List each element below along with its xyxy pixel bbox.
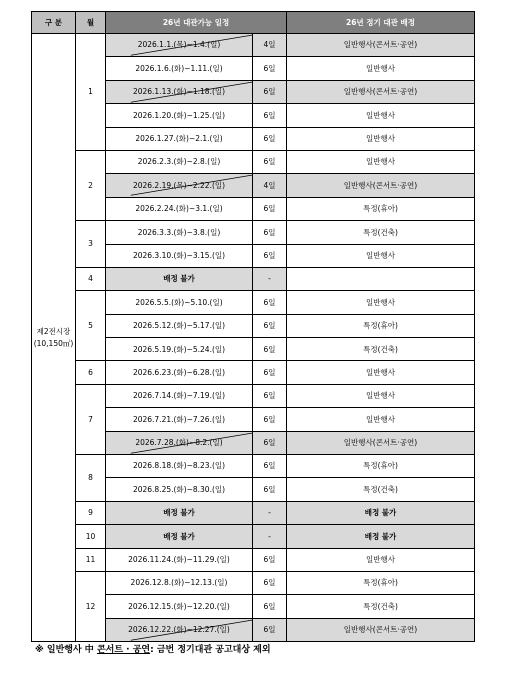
days-cell: 6일 (253, 104, 287, 127)
period-text: 배정 불가 (163, 274, 195, 284)
strike-line (106, 81, 252, 103)
venue-cell (32, 34, 76, 642)
period-text: 2026.7.28.(화)~8.2.(일) (135, 438, 223, 448)
footnote (35, 642, 271, 655)
table-row (32, 34, 475, 57)
period-text: 2026.5.12.(화)~5.17.(일) (132, 321, 226, 331)
month-cell: 11 (76, 548, 106, 571)
period-text: 2026.8.18.(화)~8.23.(일) (132, 461, 226, 471)
period-cell (106, 314, 253, 337)
days-cell: 6일 (253, 571, 287, 594)
assignment-cell: 특정(휴아) (287, 455, 475, 478)
period-cell (106, 548, 253, 571)
period-cell (106, 338, 253, 361)
assignment-cell: 일반행사(콘서트·공연) (287, 618, 475, 641)
period-cell (106, 197, 253, 220)
table-row (32, 150, 475, 173)
table-body (32, 34, 475, 642)
header-category: 구 분 (32, 12, 76, 34)
period-cell (106, 104, 253, 127)
assignment-cell: 특정(건축) (287, 338, 475, 361)
period-cell (106, 174, 253, 197)
days-cell: 6일 (253, 455, 287, 478)
period-text: 2026.12.22.(화)~12.27.(일) (128, 625, 230, 635)
month-cell: 10 (76, 525, 106, 548)
assignment-cell: 일반행사 (287, 408, 475, 431)
month-cell: 5 (76, 291, 106, 361)
venue-area: (10,150㎡) (33, 338, 74, 348)
footnote-emphasis: 콘서트 · 공연 (96, 645, 151, 655)
month-cell: 4 (76, 267, 106, 290)
period-cell (106, 478, 253, 501)
period-cell (106, 571, 253, 594)
assignment-cell: 배정 불가 (287, 501, 475, 524)
assignment-cell: 일반행사 (287, 361, 475, 384)
days-cell: 6일 (253, 408, 287, 431)
table-row (32, 361, 475, 384)
month-cell: 2 (76, 150, 106, 220)
venue-name: 제2전시장 (36, 327, 71, 337)
days-cell: 6일 (253, 244, 287, 267)
days-cell: 6일 (253, 548, 287, 571)
unavailable-period-cell (106, 267, 253, 290)
table-row (32, 267, 475, 290)
period-text: 2026.1.1.(목)~1.4.(일) (137, 40, 221, 50)
period-cell (106, 361, 253, 384)
days-cell: 6일 (253, 127, 287, 150)
month-cell: 8 (76, 455, 106, 502)
days-cell: 6일 (253, 221, 287, 244)
footnote-suffix: : 금번 정기대관 공고대상 제외 (150, 645, 271, 655)
assignment-cell: 특정(휴아) (287, 314, 475, 337)
strike-line (106, 432, 252, 454)
month-cell: 7 (76, 384, 106, 454)
assignment-cell: 배정 불가 (287, 525, 475, 548)
header-month: 월 (76, 12, 106, 34)
period-cell (106, 455, 253, 478)
month-cell: 3 (76, 221, 106, 268)
period-cell (106, 408, 253, 431)
assignment-cell: 일반행사 (287, 57, 475, 80)
assignment-cell: 특정(휴아) (287, 197, 475, 220)
period-text: 2026.8.25.(화)~8.30.(일) (132, 484, 226, 494)
table-row (32, 525, 475, 548)
period-cell (106, 431, 253, 454)
days-cell: - (253, 267, 287, 290)
period-text: 2026.12.8.(화)~12.13.(일) (130, 578, 228, 588)
period-cell (106, 57, 253, 80)
assignment-cell: 특정(건축) (287, 478, 475, 501)
footnote-prefix: 일반행사 中 (46, 645, 94, 655)
period-text: 2026.1.27.(화)~2.1.(일) (135, 134, 223, 143)
days-cell: 6일 (253, 431, 287, 454)
table-row (32, 571, 475, 594)
period-cell (106, 618, 253, 641)
assignment-cell: 일반행사 (287, 384, 475, 407)
period-cell (106, 150, 253, 173)
days-cell: 6일 (253, 618, 287, 641)
period-cell (106, 127, 253, 150)
days-cell: 6일 (253, 361, 287, 384)
assignment-cell: 일반행사(콘서트·공연) (287, 431, 475, 454)
period-text: 2026.7.14.(화)~7.19.(일) (132, 391, 226, 401)
assignment-cell (287, 267, 475, 290)
period-text: 2026.6.23.(화)~6.28.(일) (132, 367, 226, 377)
period-text: 2026.12.15.(화)~12.20.(일) (128, 601, 230, 611)
header-available-schedule: 26년 대관가능 일정 (106, 12, 287, 34)
assignment-cell: 일반행사(콘서트·공연) (287, 174, 475, 197)
period-text: 2026.2.24.(화)~3.1.(일) (135, 204, 223, 214)
days-cell: 4일 (253, 34, 287, 57)
days-cell: 6일 (253, 291, 287, 314)
days-cell: 4일 (253, 174, 287, 197)
unavailable-period-cell (106, 501, 253, 524)
assignment-cell: 일반행사 (287, 244, 475, 267)
period-text: 2026.5.5.(화)~5.10.(일) (135, 297, 223, 307)
period-text: 2026.1.20.(화)~1.25.(일) (132, 110, 226, 120)
assignment-cell: 특정(건축) (287, 221, 475, 244)
days-cell: - (253, 501, 287, 524)
period-text: 2026.1.6.(화)~1.11.(일) (135, 63, 223, 73)
days-cell: 6일 (253, 80, 287, 103)
strike-line (106, 34, 252, 56)
assignment-cell: 일반행사(콘서트·공연) (287, 34, 475, 57)
period-text: 2026.1.13.(화)~1.18.(일) (132, 87, 226, 97)
period-text: 배정 불가 (163, 508, 195, 518)
period-text: 배정 불가 (163, 531, 195, 541)
month-cell: 9 (76, 501, 106, 524)
period-cell (106, 34, 253, 57)
period-text: 2026.2.19.(목)~2.22.(일) (132, 180, 226, 190)
period-cell (106, 291, 253, 314)
strike-line (106, 174, 252, 196)
table-header-row (32, 12, 475, 34)
days-cell: 6일 (253, 57, 287, 80)
days-cell: 6일 (253, 338, 287, 361)
days-cell: 6일 (253, 478, 287, 501)
assignment-cell: 일반행사 (287, 104, 475, 127)
table-row (32, 291, 475, 314)
period-cell (106, 221, 253, 244)
days-cell: 6일 (253, 595, 287, 618)
days-cell: 6일 (253, 314, 287, 337)
schedule-table (31, 11, 475, 642)
assignment-cell: 특정(건축) (287, 595, 475, 618)
table-row (32, 548, 475, 571)
period-cell (106, 244, 253, 267)
period-cell (106, 384, 253, 407)
assignment-cell: 일반행사 (287, 150, 475, 173)
strike-line (106, 619, 252, 641)
period-cell (106, 80, 253, 103)
period-text: 2026.7.21.(화)~7.26.(일) (132, 414, 226, 424)
assignment-cell: 일반행사 (287, 548, 475, 571)
period-text: 2026.3.10.(화)~3.15.(일) (132, 250, 226, 260)
unavailable-period-cell (106, 525, 253, 548)
period-text: 2026.3.3.(화)~3.8.(일) (137, 227, 221, 237)
days-cell: - (253, 525, 287, 548)
days-cell: 6일 (253, 197, 287, 220)
assignment-cell: 일반행사 (287, 291, 475, 314)
table-row (32, 384, 475, 407)
table-row (32, 501, 475, 524)
days-cell: 6일 (253, 384, 287, 407)
assignment-cell: 특정(휴아) (287, 571, 475, 594)
footnote-mark: ※ (35, 645, 44, 655)
assignment-cell: 일반행사(콘서트·공연) (287, 80, 475, 103)
table-row (32, 455, 475, 478)
period-text: 2026.2.3.(화)~2.8.(일) (137, 157, 221, 167)
period-cell (106, 595, 253, 618)
month-cell: 12 (76, 571, 106, 641)
period-text: 2026.5.19.(화)~5.24.(일) (132, 344, 226, 354)
header-regular-assignment: 26년 정기 대관 배정 (287, 12, 475, 34)
month-cell: 6 (76, 361, 106, 384)
assignment-cell: 일반행사 (287, 127, 475, 150)
period-text: 2026.11.24.(화)~11.29.(일) (128, 555, 230, 565)
month-cell: 1 (76, 34, 106, 151)
table-row (32, 221, 475, 244)
days-cell: 6일 (253, 150, 287, 173)
